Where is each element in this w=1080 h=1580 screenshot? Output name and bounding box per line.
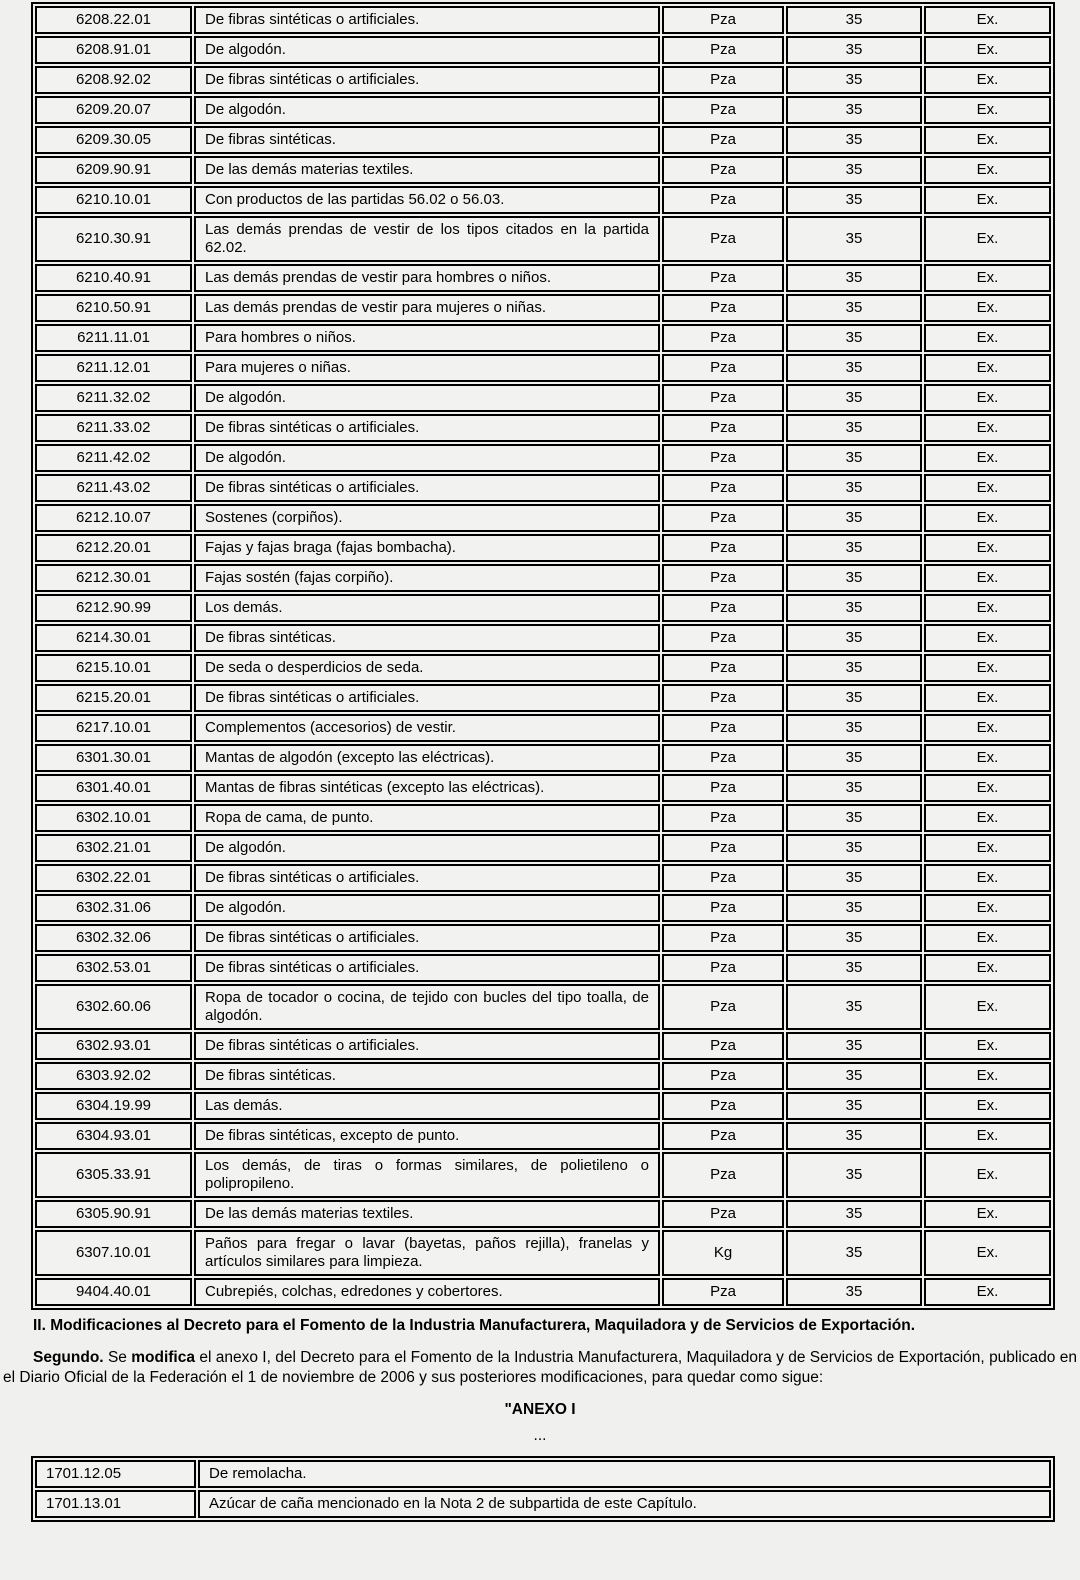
- table-row: [35, 624, 1051, 652]
- duty-rate-cell: 35: [786, 1092, 922, 1120]
- exemption-cell: Ex.: [924, 294, 1051, 322]
- duty-rate-cell: 35: [786, 66, 922, 94]
- table-row: [35, 1122, 1051, 1150]
- hs-code-cell: 6215.10.01: [35, 654, 192, 682]
- hs-code-cell: 6301.30.01: [35, 744, 192, 772]
- hs-code-cell: 6211.33.02: [35, 414, 192, 442]
- description-cell: De remolacha.: [198, 1460, 1051, 1488]
- unit-cell: Pza: [662, 864, 784, 892]
- exemption-cell: Ex.: [924, 264, 1051, 292]
- description-cell: Con productos de las partidas 56.02 o 56.03.: [194, 186, 660, 214]
- table-row: [35, 294, 1051, 322]
- exemption-cell: Ex.: [924, 594, 1051, 622]
- duty-rate-cell: 35: [786, 534, 922, 562]
- description-cell: Las demás prendas de vestir de los tipos citados en la partida 62.02.: [194, 216, 660, 262]
- description-cell: Paños para fregar o lavar (bayetas, paños rejilla), franelas y artículos similares para limpieza.: [194, 1230, 660, 1276]
- exemption-cell: Ex.: [924, 474, 1051, 502]
- exemption-cell: Ex.: [924, 1032, 1051, 1060]
- table-row: [35, 924, 1051, 952]
- unit-cell: Pza: [662, 564, 784, 592]
- duty-rate-cell: 35: [786, 744, 922, 772]
- duty-rate-cell: 35: [786, 654, 922, 682]
- table-row: [35, 6, 1051, 34]
- duty-rate-cell: 35: [786, 624, 922, 652]
- hs-code-cell: 6304.19.99: [35, 1092, 192, 1120]
- hs-code-cell: 6210.50.91: [35, 294, 192, 322]
- table-row: [35, 774, 1051, 802]
- unit-cell: Pza: [662, 6, 784, 34]
- hs-code-cell: 6304.93.01: [35, 1122, 192, 1150]
- duty-rate-cell: 35: [786, 684, 922, 712]
- description-cell: De algodón.: [194, 384, 660, 412]
- table-row: [35, 474, 1051, 502]
- description-cell: De fibras sintéticas o artificiales.: [194, 66, 660, 94]
- exemption-cell: Ex.: [924, 624, 1051, 652]
- table-row: [35, 414, 1051, 442]
- exemption-cell: Ex.: [924, 924, 1051, 952]
- description-cell: De fibras sintéticas o artificiales.: [194, 684, 660, 712]
- hs-code-cell: 6301.40.01: [35, 774, 192, 802]
- ellipsis-marker: ...: [533, 1427, 547, 1444]
- unit-cell: Pza: [662, 684, 784, 712]
- exemption-cell: Ex.: [924, 564, 1051, 592]
- exemption-cell: Ex.: [924, 156, 1051, 184]
- description-cell: De fibras sintéticas o artificiales.: [194, 414, 660, 442]
- unit-cell: Pza: [662, 804, 784, 832]
- unit-cell: Pza: [662, 984, 784, 1030]
- hs-code-cell: 6302.93.01: [35, 1032, 192, 1060]
- description-cell: De algodón.: [194, 96, 660, 124]
- bold-text-segment: modifica: [131, 1349, 195, 1366]
- unit-cell: Pza: [662, 156, 784, 184]
- exemption-cell: Ex.: [924, 714, 1051, 742]
- hs-code-cell: 6208.92.02: [35, 66, 192, 94]
- hs-code-cell: 6302.32.06: [35, 924, 192, 952]
- hs-code-cell: 6211.12.01: [35, 354, 192, 382]
- table-row: [35, 504, 1051, 532]
- hs-code-cell: 6212.90.99: [35, 594, 192, 622]
- duty-rate-cell: 35: [786, 714, 922, 742]
- table-row: [35, 954, 1051, 982]
- duty-rate-cell: 35: [786, 1122, 922, 1150]
- description-cell: Las demás.: [194, 1092, 660, 1120]
- hs-code-cell: 6210.10.01: [35, 186, 192, 214]
- duty-rate-cell: 35: [786, 216, 922, 262]
- unit-cell: Pza: [662, 1092, 784, 1120]
- duty-rate-cell: 35: [786, 36, 922, 64]
- table-row: [35, 594, 1051, 622]
- table-row: [35, 804, 1051, 832]
- description-cell: Ropa de cama, de punto.: [194, 804, 660, 832]
- table-row: [35, 1230, 1051, 1276]
- table-row: [35, 744, 1051, 772]
- description-cell: De algodón.: [194, 36, 660, 64]
- duty-rate-cell: 35: [786, 894, 922, 922]
- unit-cell: Pza: [662, 126, 784, 154]
- duty-rate-cell: 35: [786, 264, 922, 292]
- unit-cell: Pza: [662, 264, 784, 292]
- exemption-cell: Ex.: [924, 1278, 1051, 1306]
- unit-cell: Pza: [662, 594, 784, 622]
- hs-code-cell: 6305.90.91: [35, 1200, 192, 1228]
- exemption-cell: Ex.: [924, 1062, 1051, 1090]
- table-row: [35, 654, 1051, 682]
- table-row: [35, 564, 1051, 592]
- exemption-cell: Ex.: [924, 96, 1051, 124]
- unit-cell: Pza: [662, 1122, 784, 1150]
- unit-cell: Pza: [662, 354, 784, 382]
- duty-rate-cell: 35: [786, 294, 922, 322]
- description-cell: Las demás prendas de vestir para mujeres o niñas.: [194, 294, 660, 322]
- duty-rate-cell: 35: [786, 186, 922, 214]
- table-row: [35, 1092, 1051, 1120]
- exemption-cell: Ex.: [924, 534, 1051, 562]
- duty-rate-cell: 35: [786, 96, 922, 124]
- section-heading-modificaciones: II. Modificaciones al Decreto para el Fomento de la Industria Manufacturera, Maquiladora y de Servicios de Exportación.: [33, 1317, 916, 1334]
- hs-code-cell: 6212.10.07: [35, 504, 192, 532]
- hs-code-cell: 6217.10.01: [35, 714, 192, 742]
- annex-table-body: [35, 1460, 1051, 1518]
- hs-code-cell: 6302.10.01: [35, 804, 192, 832]
- exemption-cell: Ex.: [924, 1200, 1051, 1228]
- unit-cell: Pza: [662, 186, 784, 214]
- table-row: [35, 444, 1051, 472]
- table-row: [35, 216, 1051, 262]
- unit-cell: Pza: [662, 504, 784, 532]
- table-row: [35, 324, 1051, 352]
- exemption-cell: Ex.: [924, 1122, 1051, 1150]
- exemption-cell: Ex.: [924, 354, 1051, 382]
- duty-rate-cell: 35: [786, 414, 922, 442]
- hs-code-cell: 6210.40.91: [35, 264, 192, 292]
- description-cell: De las demás materias textiles.: [194, 156, 660, 184]
- description-cell: Mantas de algodón (excepto las eléctricas).: [194, 744, 660, 772]
- paragraph-segundo: [3, 1348, 1077, 1388]
- duty-rate-cell: 35: [786, 804, 922, 832]
- duty-rate-cell: 35: [786, 954, 922, 982]
- description-cell: De fibras sintéticas o artificiales.: [194, 954, 660, 982]
- table-row: [35, 864, 1051, 892]
- hs-code-cell: 6208.91.01: [35, 36, 192, 64]
- unit-cell: Pza: [662, 744, 784, 772]
- unit-cell: Pza: [662, 294, 784, 322]
- text-segment: el anexo I, del Decreto para el Fomento de la Industria Manufacturera, Maquiladora y de Servicios de Exportación, publicado en el Diario Oficial de la Federación el 1 de noviembre de 2006 y sus posteriores modificaciones, para quedar como sigue:: [3, 1349, 1077, 1386]
- table-row: [35, 1278, 1051, 1306]
- duty-rate-cell: 35: [786, 1230, 922, 1276]
- unit-cell: Pza: [662, 384, 784, 412]
- unit-cell: Pza: [662, 1062, 784, 1090]
- exemption-cell: Ex.: [924, 126, 1051, 154]
- description-cell: De algodón.: [194, 894, 660, 922]
- hs-code-cell: 6208.22.01: [35, 6, 192, 34]
- duty-rate-cell: 35: [786, 474, 922, 502]
- unit-cell: Pza: [662, 1152, 784, 1198]
- unit-cell: Pza: [662, 714, 784, 742]
- description-cell: Sostenes (corpiños).: [194, 504, 660, 532]
- table-row: [35, 834, 1051, 862]
- description-cell: De fibras sintéticas o artificiales.: [194, 924, 660, 952]
- exemption-cell: Ex.: [924, 834, 1051, 862]
- unit-cell: Pza: [662, 66, 784, 94]
- duty-rate-cell: 35: [786, 1200, 922, 1228]
- description-cell: De algodón.: [194, 834, 660, 862]
- table-row: [35, 714, 1051, 742]
- exemption-cell: Ex.: [924, 654, 1051, 682]
- duty-rate-cell: 35: [786, 984, 922, 1030]
- table-row: [35, 126, 1051, 154]
- unit-cell: Pza: [662, 894, 784, 922]
- table-row: [35, 1032, 1051, 1060]
- duty-rate-cell: 35: [786, 1278, 922, 1306]
- hs-code-cell: 9404.40.01: [35, 1278, 192, 1306]
- table-row: [35, 186, 1051, 214]
- table-row: [35, 1062, 1051, 1090]
- hs-code-cell: 6211.43.02: [35, 474, 192, 502]
- duty-rate-cell: 35: [786, 1152, 922, 1198]
- duty-rate-cell: 35: [786, 774, 922, 802]
- anexo-heading: "ANEXO I: [504, 1401, 576, 1418]
- description-cell: De fibras sintéticas o artificiales.: [194, 864, 660, 892]
- hs-code-cell: 6209.30.05: [35, 126, 192, 154]
- unit-cell: Pza: [662, 534, 784, 562]
- description-cell: De fibras sintéticas.: [194, 1062, 660, 1090]
- description-cell: De seda o desperdicios de seda.: [194, 654, 660, 682]
- table-row: [35, 66, 1051, 94]
- exemption-cell: Ex.: [924, 6, 1051, 34]
- exemption-cell: Ex.: [924, 774, 1051, 802]
- description-cell: Fajas sostén (fajas corpiño).: [194, 564, 660, 592]
- exemption-cell: Ex.: [924, 324, 1051, 352]
- description-cell: De fibras sintéticas.: [194, 126, 660, 154]
- hs-code-cell: 6215.20.01: [35, 684, 192, 712]
- duty-rate-cell: 35: [786, 594, 922, 622]
- table-row: [35, 684, 1051, 712]
- hs-code-cell: 6302.21.01: [35, 834, 192, 862]
- duty-rate-cell: 35: [786, 156, 922, 184]
- unit-cell: Pza: [662, 216, 784, 262]
- hs-code-cell: 6211.42.02: [35, 444, 192, 472]
- description-cell: De fibras sintéticas.: [194, 624, 660, 652]
- unit-cell: Pza: [662, 444, 784, 472]
- description-cell: Cubrepiés, colchas, edredones y cobertores.: [194, 1278, 660, 1306]
- exemption-cell: Ex.: [924, 186, 1051, 214]
- unit-cell: Pza: [662, 36, 784, 64]
- hs-code-cell: 6211.11.01: [35, 324, 192, 352]
- duty-rate-cell: 35: [786, 834, 922, 862]
- description-cell: De fibras sintéticas o artificiales.: [194, 1032, 660, 1060]
- hs-code-cell: 6302.31.06: [35, 894, 192, 922]
- unit-cell: Pza: [662, 96, 784, 124]
- exemption-cell: Ex.: [924, 954, 1051, 982]
- unit-cell: Pza: [662, 1278, 784, 1306]
- duty-rate-cell: 35: [786, 126, 922, 154]
- exemption-cell: Ex.: [924, 216, 1051, 262]
- exemption-cell: Ex.: [924, 984, 1051, 1030]
- unit-cell: Pza: [662, 324, 784, 352]
- description-cell: Ropa de tocador o cocina, de tejido con bucles del tipo toalla, de algodón.: [194, 984, 660, 1030]
- hs-code-cell: 6210.30.91: [35, 216, 192, 262]
- unit-cell: Pza: [662, 924, 784, 952]
- hs-code-cell: 1701.13.01: [35, 1490, 196, 1518]
- duty-rate-cell: 35: [786, 6, 922, 34]
- exemption-cell: Ex.: [924, 36, 1051, 64]
- duty-rate-cell: 35: [786, 384, 922, 412]
- description-cell: De algodón.: [194, 444, 660, 472]
- unit-cell: Pza: [662, 1032, 784, 1060]
- duty-rate-cell: 35: [786, 444, 922, 472]
- exemption-cell: Ex.: [924, 384, 1051, 412]
- hs-code-cell: 6209.90.91: [35, 156, 192, 184]
- description-cell: Complementos (accesorios) de vestir.: [194, 714, 660, 742]
- hs-code-cell: 6214.30.01: [35, 624, 192, 652]
- duty-rate-cell: 35: [786, 324, 922, 352]
- hs-code-cell: 6209.20.07: [35, 96, 192, 124]
- tariff-table-body: [35, 6, 1051, 1306]
- exemption-cell: Ex.: [924, 1092, 1051, 1120]
- unit-cell: Pza: [662, 654, 784, 682]
- hs-code-cell: 6302.53.01: [35, 954, 192, 982]
- exemption-cell: Ex.: [924, 504, 1051, 532]
- description-cell: Para mujeres o niñas.: [194, 354, 660, 382]
- unit-cell: Pza: [662, 624, 784, 652]
- duty-rate-cell: 35: [786, 924, 922, 952]
- table-row: [35, 1152, 1051, 1198]
- exemption-cell: Ex.: [924, 804, 1051, 832]
- exemption-cell: Ex.: [924, 894, 1051, 922]
- unit-cell: Kg: [662, 1230, 784, 1276]
- description-cell: De fibras sintéticas o artificiales.: [194, 6, 660, 34]
- table-row: [35, 36, 1051, 64]
- exemption-cell: Ex.: [924, 684, 1051, 712]
- description-cell: Azúcar de caña mencionado en la Nota 2 de subpartida de este Capítulo.: [198, 1490, 1051, 1518]
- duty-rate-cell: 35: [786, 564, 922, 592]
- description-cell: De fibras sintéticas o artificiales.: [194, 474, 660, 502]
- unit-cell: Pza: [662, 954, 784, 982]
- unit-cell: Pza: [662, 414, 784, 442]
- hs-code-cell: 6212.30.01: [35, 564, 192, 592]
- table-row: [35, 384, 1051, 412]
- duty-rate-cell: 35: [786, 504, 922, 532]
- duty-rate-cell: 35: [786, 1062, 922, 1090]
- duty-rate-cell: 35: [786, 864, 922, 892]
- exemption-cell: Ex.: [924, 1152, 1051, 1198]
- exemption-cell: Ex.: [924, 744, 1051, 772]
- description-cell: Los demás, de tiras o formas similares, de polietileno o polipropileno.: [194, 1152, 660, 1198]
- bold-text-segment: Segundo.: [33, 1349, 104, 1366]
- tariff-table: [31, 2, 1055, 1310]
- description-cell: Las demás prendas de vestir para hombres o niños.: [194, 264, 660, 292]
- unit-cell: Pza: [662, 774, 784, 802]
- description-cell: Para hombres o niños.: [194, 324, 660, 352]
- hs-code-cell: 6302.22.01: [35, 864, 192, 892]
- description-cell: Fajas y fajas braga (fajas bombacha).: [194, 534, 660, 562]
- unit-cell: Pza: [662, 474, 784, 502]
- description-cell: Mantas de fibras sintéticas (excepto las eléctricas).: [194, 774, 660, 802]
- table-row: [35, 1490, 1051, 1518]
- table-row: [35, 264, 1051, 292]
- table-row: [35, 156, 1051, 184]
- description-cell: De fibras sintéticas, excepto de punto.: [194, 1122, 660, 1150]
- unit-cell: Pza: [662, 1200, 784, 1228]
- duty-rate-cell: 35: [786, 1032, 922, 1060]
- table-row: [35, 1460, 1051, 1488]
- table-row: [35, 1200, 1051, 1228]
- table-row: [35, 534, 1051, 562]
- exemption-cell: Ex.: [924, 66, 1051, 94]
- table-row: [35, 354, 1051, 382]
- hs-code-cell: 6302.60.06: [35, 984, 192, 1030]
- exemption-cell: Ex.: [924, 1230, 1051, 1276]
- exemption-cell: Ex.: [924, 864, 1051, 892]
- description-cell: De las demás materias textiles.: [194, 1200, 660, 1228]
- text-segment: Se: [103, 1349, 132, 1366]
- hs-code-cell: 6303.92.02: [35, 1062, 192, 1090]
- hs-code-cell: 6305.33.91: [35, 1152, 192, 1198]
- table-row: [35, 984, 1051, 1030]
- unit-cell: Pza: [662, 834, 784, 862]
- hs-code-cell: 6307.10.01: [35, 1230, 192, 1276]
- hs-code-cell: 1701.12.05: [35, 1460, 196, 1488]
- annex-table: [31, 1456, 1055, 1522]
- hs-code-cell: 6211.32.02: [35, 384, 192, 412]
- duty-rate-cell: 35: [786, 354, 922, 382]
- exemption-cell: Ex.: [924, 444, 1051, 472]
- table-row: [35, 894, 1051, 922]
- table-row: [35, 96, 1051, 124]
- exemption-cell: Ex.: [924, 414, 1051, 442]
- hs-code-cell: 6212.20.01: [35, 534, 192, 562]
- description-cell: Los demás.: [194, 594, 660, 622]
